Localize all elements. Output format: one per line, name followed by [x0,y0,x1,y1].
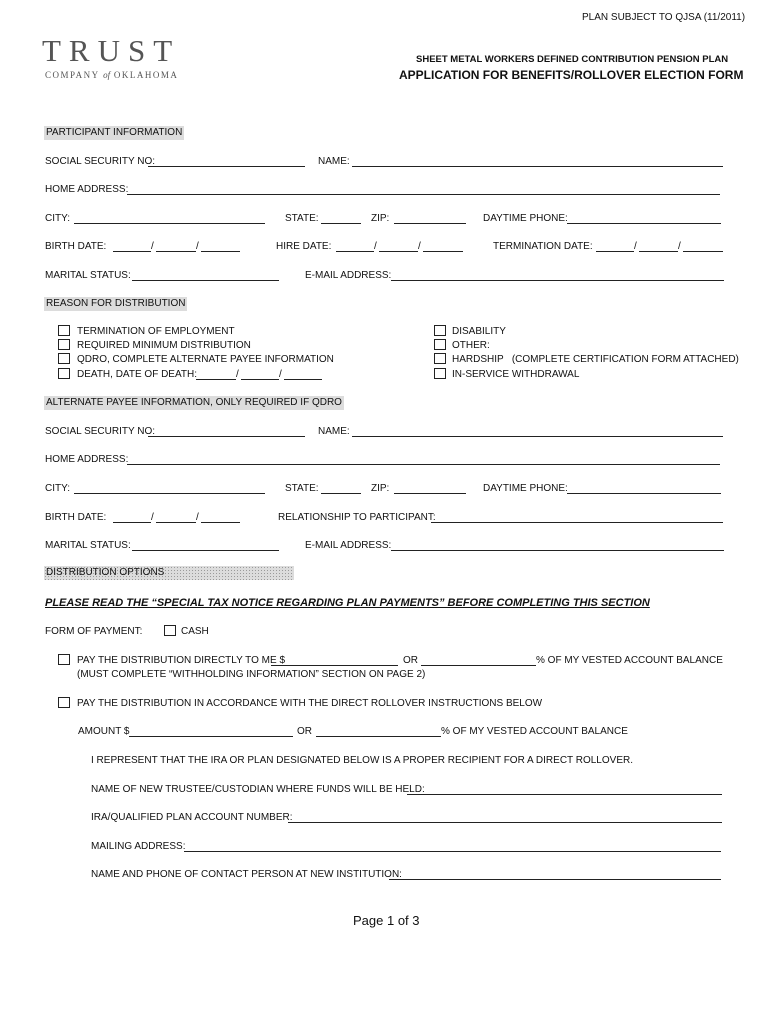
label-account-number: IRA/QUALIFIED PLAN ACCOUNT NUMBER: [91,812,293,823]
label-marital-status: MARITAL STATUS: [45,270,131,281]
field-zip[interactable] [394,223,466,224]
field-direct-percent[interactable] [421,665,536,666]
label-alt-zip: ZIP: [371,483,390,494]
label-new-trustee: NAME OF NEW TRUSTEE/CUSTODIAN WHERE FUNDS WILL BE HELD: [91,784,425,795]
checkbox-death[interactable] [58,368,70,379]
section-alternate-heading: ALTERNATE PAYEE INFORMATION, ONLY REQUIRED IF QDRO [46,397,342,408]
field-state[interactable] [321,223,361,224]
field-alt-email[interactable] [391,550,724,551]
field-rollover-amount[interactable] [129,736,293,737]
label-termination-date: TERMINATION DATE: [493,241,593,252]
field-alt-marital-status[interactable] [132,550,279,551]
checkbox-disability[interactable] [434,325,446,336]
field-alt-ssn[interactable] [148,436,305,437]
field-alt-zip[interactable] [394,493,466,494]
option-rmd: REQUIRED MINIMUM DISTRIBUTION [77,340,251,351]
label-daytime-phone: DAYTIME PHONE: [483,213,568,224]
label-alt-name: NAME: [318,426,350,437]
field-daytime-phone[interactable] [567,223,721,224]
label-amount: AMOUNT $ [78,726,130,737]
checkbox-other[interactable] [434,339,446,350]
checkbox-in-service[interactable] [434,368,446,379]
rollover-representation: I REPRESENT THAT THE IRA OR PLAN DESIGNATED BELOW IS A PROPER RECIPIENT FOR A DIRECT ROLLOVER. [91,755,633,766]
label-alt-daytime-phone: DAYTIME PHONE: [483,483,568,494]
label-name: NAME: [318,156,350,167]
label-alt-city: CITY: [45,483,71,494]
field-mailing-address[interactable] [184,851,721,852]
checkbox-hardship[interactable] [434,353,446,364]
label-or-direct: OR [403,655,418,666]
label-zip: ZIP: [371,213,390,224]
field-name[interactable] [352,166,723,167]
label-relationship: RELATIONSHIP TO PARTICIPANT: [278,512,436,523]
label-city: CITY: [45,213,71,224]
checkbox-qdro[interactable] [58,353,70,364]
label-pct-vested-direct: % OF MY VESTED ACCOUNT BALANCE [536,655,723,666]
option-pay-rollover: PAY THE DISTRIBUTION IN ACCORDANCE WITH THE DIRECT ROLLOVER INSTRUCTIONS BELOW [77,698,543,709]
option-termination: TERMINATION OF EMPLOYMENT [77,326,235,337]
page-number: Page 1 of 3 [353,913,420,928]
label-alt-home-address: HOME ADDRESS: [45,454,129,465]
field-relationship[interactable] [431,522,723,523]
tax-notice: PLEASE READ THE “SPECIAL TAX NOTICE REGARDING PLAN PAYMENTS” BEFORE COMPLETING THIS SECTION [45,597,650,609]
option-in-service: IN-SERVICE WITHDRAWAL [452,369,580,380]
plan-subject-note: PLAN SUBJECT TO QJSA (11/2011) [582,12,746,23]
field-new-trustee[interactable] [407,794,722,795]
label-contact-person: NAME AND PHONE OF CONTACT PERSON AT NEW INSTITUTION: [91,869,402,880]
field-alt-home-address[interactable] [127,464,720,465]
logo-wordmark: TRUST [42,33,181,68]
field-direct-amount[interactable] [271,665,398,666]
section-reason-heading: REASON FOR DISTRIBUTION [46,298,186,309]
field-alt-state[interactable] [321,493,361,494]
label-home-address: HOME ADDRESS: [45,184,129,195]
form-title: APPLICATION FOR BENEFITS/ROLLOVER ELECTION FORM [399,68,744,82]
section-distribution-heading: DISTRIBUTION OPTIONS [44,566,294,580]
label-alt-state: STATE: [285,483,319,494]
plan-name: SHEET METAL WORKERS DEFINED CONTRIBUTION PENSION PLAN [416,54,729,65]
label-alt-ssn: SOCIAL SECURITY NO: [45,426,156,437]
field-alt-city[interactable] [74,493,265,494]
label-alt-birth-date: BIRTH DATE: [45,512,107,523]
label-ssn: SOCIAL SECURITY NO: [45,156,156,167]
option-other: OTHER: [452,340,490,351]
label-state: STATE: [285,213,319,224]
field-alt-name[interactable] [352,436,723,437]
label-birth-date: BIRTH DATE: [45,241,107,252]
label-mailing-address: MAILING ADDRESS: [91,841,186,852]
option-death: DEATH, DATE OF DEATH: [77,369,198,380]
field-home-address[interactable] [127,194,720,195]
logo-tagline: COMPANY of OKLAHOMA [45,70,179,80]
section-participant-heading: PARTICIPANT INFORMATION [46,127,183,138]
checkbox-pay-rollover[interactable] [58,697,70,708]
option-disability: DISABILITY [452,326,506,337]
option-hardship: HARDSHIP (COMPLETE CERTIFICATION FORM ATTACHED) [452,354,739,365]
label-alt-email: E-MAIL ADDRESS: [305,540,392,551]
withholding-note: (MUST COMPLETE “WITHHOLDING INFORMATION” SECTION ON PAGE 2) [77,669,426,680]
checkbox-pay-direct[interactable] [58,654,70,665]
field-rollover-percent[interactable] [316,736,441,737]
option-cash: CASH [181,626,209,637]
checkbox-termination[interactable] [58,325,70,336]
option-qdro: QDRO, COMPLETE ALTERNATE PAYEE INFORMATION [77,354,334,365]
label-pct-vested-rollover: % OF MY VESTED ACCOUNT BALANCE [441,726,628,737]
label-alt-marital-status: MARITAL STATUS: [45,540,131,551]
label-or-rollover: OR [297,726,312,737]
label-email: E-MAIL ADDRESS: [305,270,392,281]
option-pay-direct: PAY THE DISTRIBUTION DIRECTLY TO ME $ [77,655,286,666]
label-form-of-payment: FORM OF PAYMENT: [45,626,143,637]
field-city[interactable] [74,223,265,224]
checkbox-cash[interactable] [164,625,176,636]
field-account-number[interactable] [288,822,722,823]
checkbox-rmd[interactable] [58,339,70,350]
field-alt-daytime-phone[interactable] [567,493,721,494]
field-contact-person[interactable] [389,879,721,880]
label-hire-date: HIRE DATE: [276,241,332,252]
field-email[interactable] [391,280,724,281]
field-marital-status[interactable] [132,280,279,281]
field-ssn[interactable] [148,166,305,167]
